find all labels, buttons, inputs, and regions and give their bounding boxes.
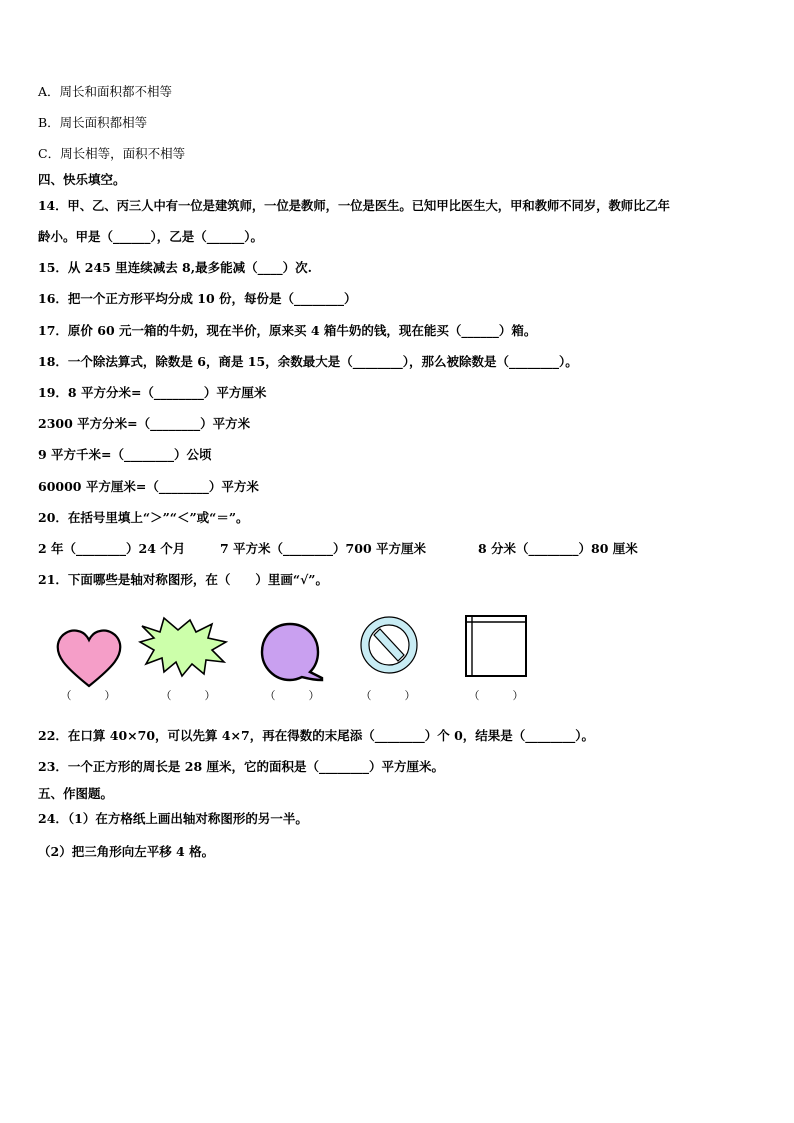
- section-4-title: 四、快乐填空。: [38, 172, 126, 187]
- answer-paren-1[interactable]: （ ）: [60, 689, 116, 702]
- question-24-part-2: （2）把三角形向左平移 4 格。: [38, 844, 215, 859]
- section-5-title: 五、作图题。: [38, 786, 114, 801]
- answer-paren-5[interactable]: （ ）: [468, 689, 524, 702]
- question-22: 22．在口算 40×70，可以先算 4×7，再在得数的末尾添（________）个 0，结果是（________）。: [38, 728, 595, 743]
- answer-paren-4[interactable]: （ ）: [360, 689, 416, 702]
- question-15: 15．从 245 里连续减去 8,最多能减（____）次.: [38, 260, 312, 275]
- question-20-a: 2 年（________）24 个月: [38, 541, 186, 556]
- question-24-part-1: 24．（1）在方格纸上画出轴对称图形的另一半。: [38, 811, 308, 826]
- question-20-c: 8 分米（________）80 厘米: [478, 541, 638, 556]
- question-20: 20．在括号里填上“＞”“＜”或“＝”。: [38, 510, 249, 525]
- question-18: 18．一个除法算式，除数是 6，商是 15，余数最大是（________），那么被除数是（________）。: [38, 354, 578, 369]
- answer-paren-3[interactable]: （ ）: [264, 689, 320, 702]
- question-17: 17．原价 60 元一箱的牛奶，现在半价，原来买 4 箱牛奶的钱，现在能买（______）箱。: [38, 323, 537, 338]
- question-21: 21．下面哪些是轴对称图形，在（ ）里画“√”。: [38, 572, 328, 587]
- question-19-d: 60000 平方厘米=（________）平方米: [38, 479, 259, 494]
- option-a: A．周长和面积都不相等: [38, 84, 173, 99]
- question-14-line-2: 龄小。甲是（______），乙是（______）。: [38, 229, 264, 244]
- heart-icon: [54, 628, 124, 690]
- starburst-icon: [138, 616, 230, 678]
- square-frame-icon: [462, 612, 530, 678]
- question-19-b: 2300 平方分米=（________）平方米: [38, 416, 251, 431]
- option-b: B．周长面积都相等: [38, 115, 148, 130]
- speech-bubble-icon: [258, 620, 328, 682]
- question-20-b: 7 平方米（________）700 平方厘米: [220, 541, 426, 556]
- question-19-c: 9 平方千米=（________）公顷: [38, 447, 212, 462]
- question-23: 23．一个正方形的周长是 28 厘米，它的面积是（________）平方厘米。: [38, 759, 444, 774]
- answer-paren-2[interactable]: （ ）: [160, 689, 216, 702]
- option-c: C．周长相等，面积不相等: [38, 146, 186, 161]
- question-16: 16．把一个正方形平均分成 10 份，每份是（________）: [38, 291, 357, 306]
- question-19-a: 19．8 平方分米=（________）平方厘米: [38, 385, 267, 400]
- question-14-line-1: 14．甲、乙、丙三人中有一位是建筑师，一位是教师，一位是医生。已知甲比医生大，甲和教师不同岁，教师比乙年: [38, 198, 670, 213]
- no-sign-icon: [356, 614, 422, 676]
